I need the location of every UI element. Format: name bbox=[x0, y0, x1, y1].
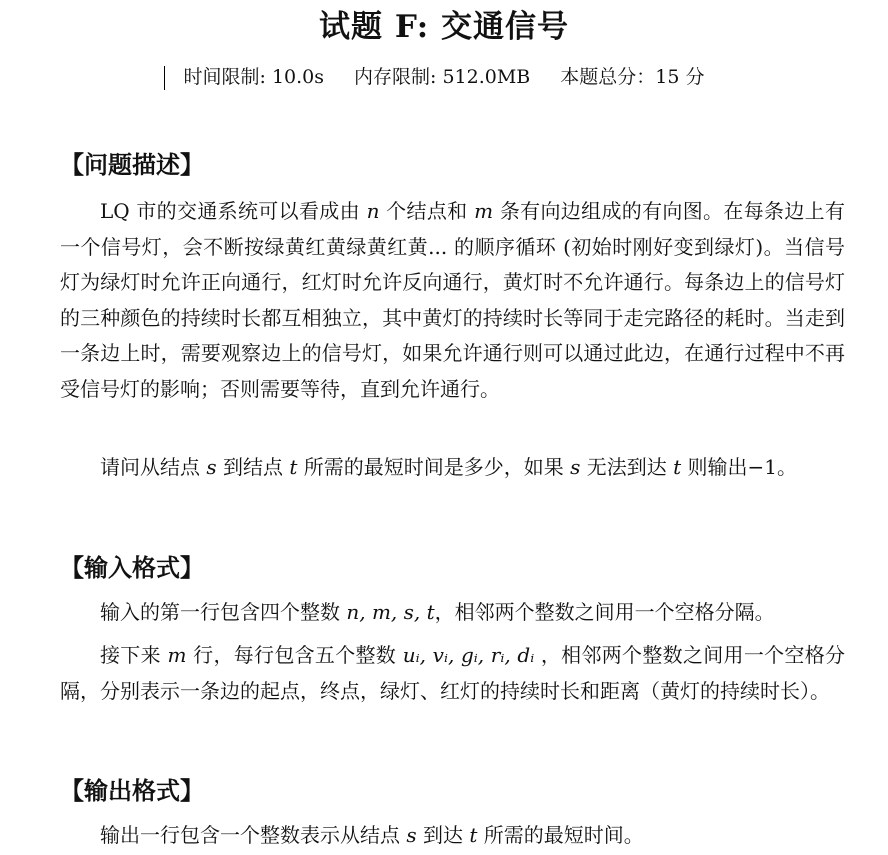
text-cursor bbox=[164, 66, 165, 90]
input-format-paragraph-1: 输入的第一行包含四个整数 n, m, s, t，相邻两个整数之间用一个空格分隔。 bbox=[100, 600, 775, 624]
problem-title: 试题 F: 交通信号 bbox=[319, 9, 569, 45]
input-format-heading: 【输入格式】 bbox=[60, 553, 204, 582]
input-format-paragraph-2: 接下来 m 行，每行包含五个整数 uᵢ, vᵢ, gᵢ, rᵢ, dᵢ ，相邻两个整数之间用一个空格分隔，分别表示一条边的起点，终点，绿灯、红灯的持续时长和距离（黄灯的持续时长）。 bbox=[60, 643, 845, 703]
problem-meta bbox=[0, 62, 888, 92]
description-heading: 【问题描述】 bbox=[60, 150, 204, 179]
time-limit: 时间限制: 10.0s bbox=[183, 66, 324, 88]
output-format-paragraph-1: 输出一行包含一个整数表示从结点 s 到达 t 所需的最短时间。 bbox=[100, 823, 644, 847]
description-paragraph-2: 请问从结点 s 到结点 t 所需的最短时间是多少，如果 s 无法到达 t 则输出−1。 bbox=[100, 455, 797, 479]
memory-limit: 内存限制: 512.0MB bbox=[354, 66, 531, 88]
total-score: 本题总分：15 分 bbox=[560, 66, 705, 88]
description-paragraph-1: LQ 市的交通系统可以看成由 n 个结点和 m 条有向边组成的有向图。在每条边上有一个信号灯，会不断按绿黄红黄绿黄红黄... 的顺序循环 (初始时刚好变到绿灯)。当信号灯为绿灯时允许正向通行，红灯时允许反向通行，黄灯时不允许通行。每条边上的信号灯的三种颜色的持续时长都互相独立，其中黄灯的持续时长等同于走完路径的耗时。当走到一条边上时，需要观察边上的信号灯，如果允许通行则可以通过此边，在通行过程中不再受信号灯的影响；否则需要等待，直到允许通行。 bbox=[60, 199, 846, 401]
output-format-heading: 【输出格式】 bbox=[60, 776, 204, 805]
